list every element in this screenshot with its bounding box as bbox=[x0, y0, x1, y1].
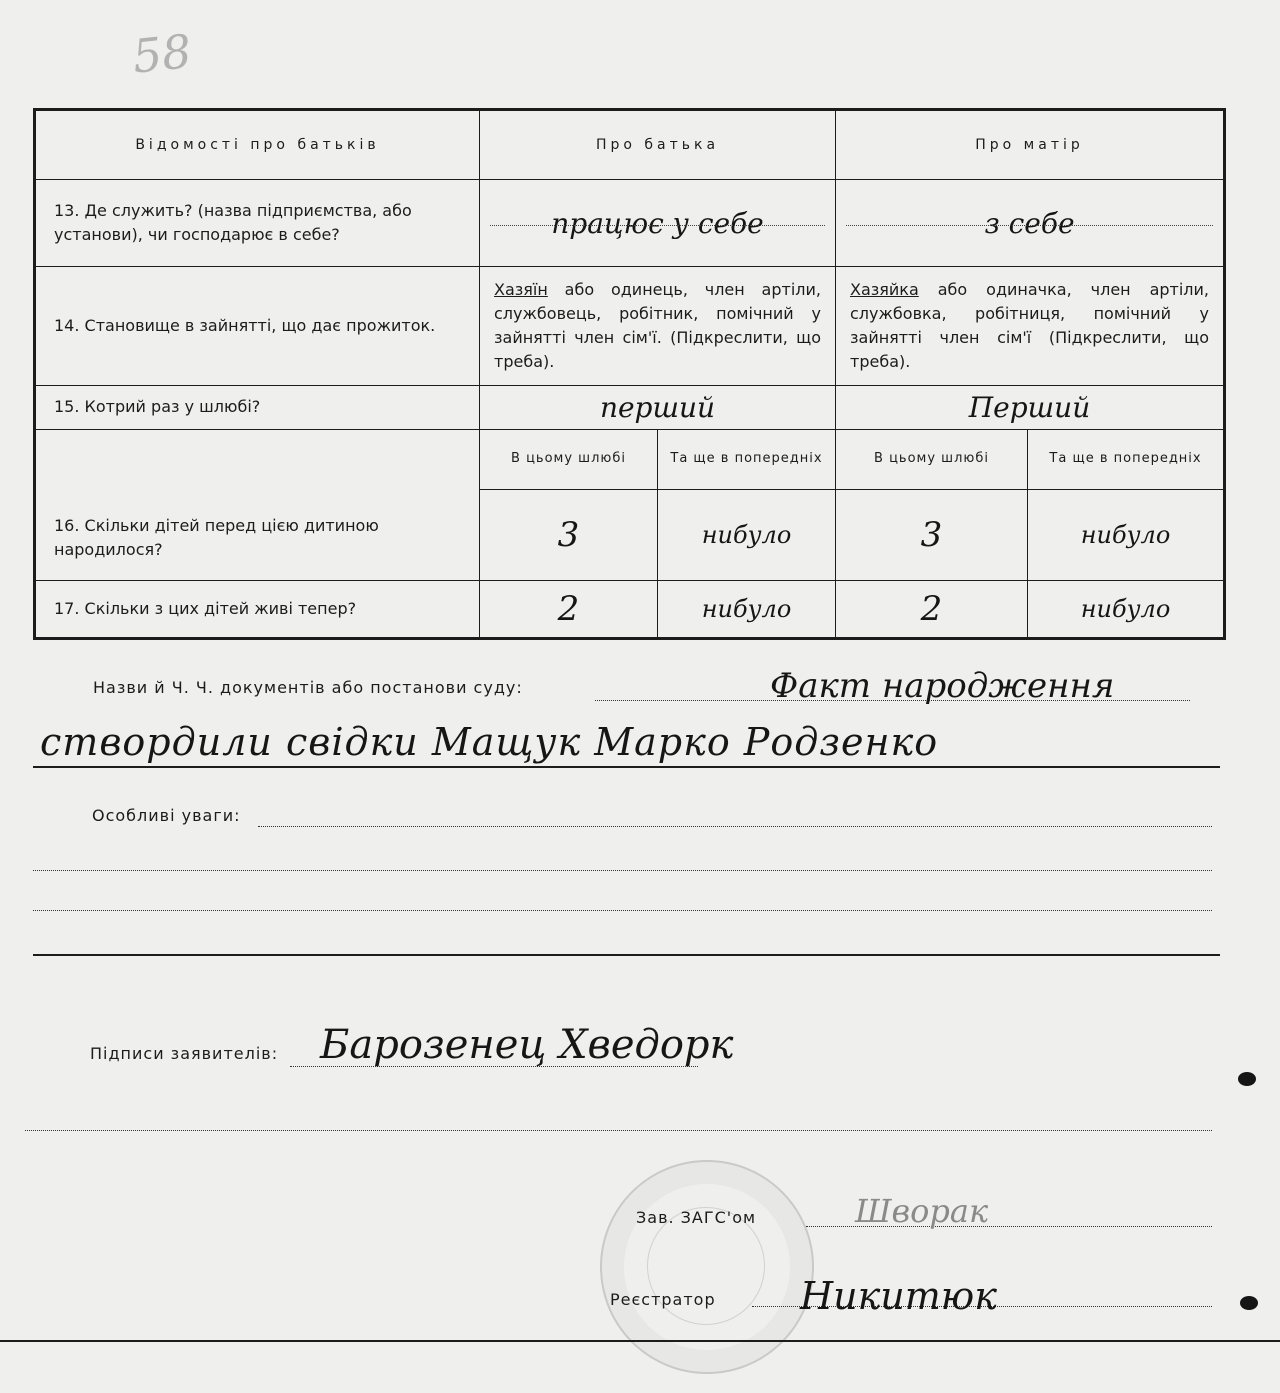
father-status-underlined: Хазяїн bbox=[494, 279, 548, 299]
applicants-signature-label: Підписи заявителів: bbox=[90, 1044, 279, 1063]
head-signature: Шворак bbox=[855, 1192, 989, 1230]
documents-label: Назви й Ч. Ч. документів або постанови суду: bbox=[93, 678, 523, 697]
answer-14-father bbox=[480, 266, 836, 385]
table-row-17 bbox=[35, 580, 1225, 638]
subheader-father-prev: Та ще в попередніх bbox=[658, 429, 836, 489]
answer-15-mother: Перший bbox=[968, 390, 1091, 424]
answer-16-father-prev: нибуло bbox=[701, 520, 792, 549]
applicants-signature: Барозенец Хведорк bbox=[320, 1022, 734, 1068]
documents-value-line2: створдили свідки Мащук Марко Родзенко bbox=[40, 720, 939, 764]
answer-16-mother-prev-cell bbox=[1028, 490, 1225, 581]
question-14: 14. Становище в зайнятті, що дає прожиток. bbox=[35, 266, 480, 385]
documents-value-line1: Факт народження bbox=[770, 666, 1115, 706]
question-17: 17. Скільки з цих дітей живі тепер? bbox=[35, 580, 480, 638]
answer-16-mother-prev: нибуло bbox=[1080, 520, 1171, 549]
table-row-13 bbox=[35, 180, 1225, 266]
answer-13-mother-cell bbox=[836, 180, 1225, 266]
dotted-line bbox=[846, 225, 1213, 226]
answer-17-mother-prev: нибуло bbox=[1080, 594, 1171, 623]
remarks-label: Особливі уваги: bbox=[92, 806, 241, 825]
mother-status-options: або одиначка, член артіли, службовка, робітниця, помічний у зайнятті член сім'ї (Підкреслити, що треба). bbox=[850, 279, 1210, 371]
registrar-signature-label: Реєстратор bbox=[610, 1290, 716, 1309]
answer-17-mother-this: 2 bbox=[836, 580, 1028, 638]
father-status-options: або одинець, член артіли, службовець, робітник, помічний у зайнятті член сім'ї. (Підкреслити, що треба). bbox=[494, 279, 821, 371]
answer-16-father-this: 3 bbox=[480, 490, 658, 581]
dotted-line bbox=[258, 826, 1212, 827]
question-15: 15. Котрий раз у шлюбі? bbox=[35, 385, 480, 429]
answer-14-mother bbox=[836, 266, 1225, 385]
binding-hole bbox=[1238, 1072, 1256, 1086]
dotted-line bbox=[490, 225, 825, 226]
solid-line bbox=[0, 1340, 1280, 1342]
table-row-15 bbox=[35, 385, 1225, 429]
table-header-row bbox=[35, 110, 1225, 180]
answer-17-mother-prev-cell bbox=[1028, 580, 1225, 638]
page-number: 58 bbox=[130, 23, 194, 84]
header-parents-info: Відомості про батьків bbox=[35, 110, 480, 180]
dotted-line bbox=[25, 1130, 1212, 1131]
table-row-14 bbox=[35, 266, 1225, 385]
header-about-father: Про батька bbox=[480, 110, 836, 180]
question-16: 16. Скільки дітей перед цією дитиною народилося? bbox=[35, 429, 480, 580]
answer-13-father: працює у себе bbox=[551, 206, 764, 240]
binding-hole bbox=[1240, 1296, 1258, 1310]
dotted-line bbox=[33, 870, 1212, 871]
subheader-mother-prev: Та ще в попередніх bbox=[1028, 429, 1225, 489]
head-signature-label: Зав. ЗАГС'ом bbox=[636, 1208, 757, 1227]
dotted-line bbox=[33, 910, 1212, 911]
question-13: 13. Де служить? (назва підприємства, або установи), чи господарює в себе? bbox=[35, 180, 480, 266]
table-subheader-row bbox=[35, 429, 1225, 489]
answer-17-father-prev-cell bbox=[658, 580, 836, 638]
parents-info-table bbox=[33, 108, 1226, 640]
answer-17-father-prev: нибуло bbox=[701, 594, 792, 623]
answer-15-father: перший bbox=[599, 390, 716, 424]
subheader-mother-this: В цьому шлюбі bbox=[836, 429, 1028, 489]
answer-17-father-this: 2 bbox=[480, 580, 658, 638]
registrar-signature: Никитюк bbox=[800, 1274, 997, 1318]
subheader-father-this: В цьому шлюбі bbox=[480, 429, 658, 489]
solid-line bbox=[33, 766, 1220, 768]
answer-16-father-prev-cell bbox=[658, 490, 836, 581]
answer-15-father-cell bbox=[480, 385, 836, 429]
mother-status-underlined: Хазяйка bbox=[850, 279, 919, 299]
answer-13-mother: з себе bbox=[984, 206, 1075, 240]
header-about-mother: Про матір bbox=[836, 110, 1225, 180]
answer-16-mother-this: 3 bbox=[836, 490, 1028, 581]
answer-15-mother-cell bbox=[836, 385, 1225, 429]
answer-13-father-cell bbox=[480, 180, 836, 266]
solid-line bbox=[33, 954, 1220, 956]
